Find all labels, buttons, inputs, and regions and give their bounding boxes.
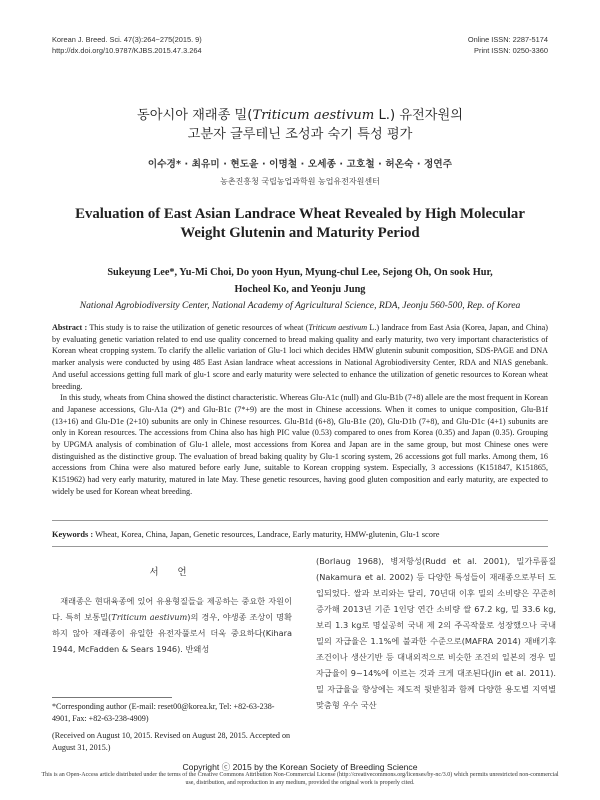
intro-right-paragraph: (Borlaug 1968), 병저항성(Rudd et al. 2001), 밀가루품질(Nakamura et al. 2002) 등 다양한 특성들이 재래종으로부터 도입되었다. 쌀과 보리와는 달리, 70년대 이후 밀의 소비량은 꾸준히 증가해 2013년 기준 1인당 연간 소비량 쌀 67.2 kg, 밀 33.6 kg, 보리 1.3 kg로 명실공히 국내 제 2의 주곡작물로 성장했으나 국내 밀의 자급율은 1.1%에 불과한 수준으로(MAFRA 2014) 재배기후조건이나 생산기반 등 대내외적으로 비슷한 조건의 일본의 경우 밀자급율이 9~14%에 이르는 것과 크게 대조된다(Jin et al. 2011). 밀 자급율을 향상에는 제도적 뒷받침과 함께 다양한 용도별 지역별 맞춤형 우수 국산	[316, 556, 556, 710]
intro-right-column	[316, 553, 556, 713]
english-title	[40, 205, 560, 243]
korean-affiliation: 농촌진흥청 국립농업과학원 농업유전자원센터	[220, 177, 380, 186]
abstract-label: Abstract :	[52, 323, 88, 332]
journal-header-right	[468, 34, 548, 56]
print-issn: Print ISSN: 0250-3360	[474, 46, 548, 55]
keywords-label: Keywords :	[52, 530, 94, 539]
english-authors: Sukeyung Lee*, Yu-Mi Choi, Do yoon Hyun, Myung-chul Lee, Sejong Oh, On sook Hur, Hocheol Ko, and Yeonju Jung	[107, 267, 493, 295]
intro-left-column	[52, 565, 292, 657]
korean-title: 동아시아 재래종 밀(Triticum aestivum L.) 유전자원의 고분자 글루테닌 조성과 숙기 특성 평가	[40, 106, 560, 144]
divider-top	[52, 520, 548, 521]
abstract	[52, 322, 548, 498]
divider-bottom	[52, 546, 548, 547]
doi-link[interactable]: http://dx.doi.org/10.9787/KJBS.2015.47.3.264	[52, 46, 202, 55]
keywords	[52, 530, 548, 539]
journal-citation: Korean J. Breed. Sci. 47(3):264~275(2015. 9)	[52, 35, 202, 44]
english-title-line1: Evaluation of East Asian Landrace Wheat Revealed by High Molecular	[75, 206, 525, 222]
intro-left-paragraph: 재래종은 현대육종에 있어 유용형질들을 제공하는 중요한 자원이다. 특히 보통밀(Triticum aestivum)의 경우, 야생종 조상이 명확하지 않아 재래종이 유일한 유전자풀로서 더욱 중요하다(Kihara 1944, McFadden & Sears 1946). 반왜성	[52, 596, 292, 654]
copyright-notice: Copyright ⓒ 2015 by the Korean Society of Breeding Science	[182, 762, 418, 772]
korean-authors: 이수경* · 최유미 · 현도윤 · 이명철 · 오세종 · 고호철 · 허온숙 · 정연주	[147, 159, 453, 170]
footnote-rule	[52, 697, 172, 698]
received-dates-note: (Received on August 10, 2015. Revised on August 28, 2015. Accepted on August 31, 2015.)	[52, 731, 291, 752]
online-issn: Online ISSN: 2287-5174	[467, 35, 548, 44]
keywords-text: Wheat, Korea, China, Japan, Genetic resources, Landrace, Early maturity, HMW-glutenin, Glu-1 score	[93, 530, 440, 539]
korean-title-line2: 고분자 글루테닌 조성과 숙기 특성 평가	[187, 127, 413, 142]
english-affiliation: National Agrobiodiversity Center, National Academy of Agricultural Science, RDA, Jeonju 560-500, Rep. of Korea	[79, 300, 521, 311]
corresponding-author-note: *Corresponding author (E-mail: reset00@korea.kr, Tel: +82-63-238-4901, Fax: +82-63-238-4909)	[52, 702, 275, 723]
abstract-para2: In this study, wheats from China showed the distinct characteristic. Whereas Glu-A1c (null) and Glu-B1b (7+8) allele are the most frequent in Korean and Japanese accessions, Glu-A1a (2*) and Glu-B1c (7*+9) are the most in Chinese accessions. When it comes to unique composition, Glu-B1f (13+16) and Glu-D1e (2+10) subunits are only in Chinese resources. Glu-B1d (6+8), Glu-B1e (20), Glu-D1b (7+8), and Glu-D1c (4+1) subunits are only in Korean resources. The accessions from China also has high PIC value (0.53) compared to ones from Korea (0.35) and Japan (0.35). Grouping by UPGMA analysis of combination of Glu-1 allele, most accessions from Korea and Japan are in the same group, but most Chinese ones were distinguished as the distinctive group. The evaluation of bread baking quality by Glu-1 scoring system, 26 accessions got full marks. Among them, 16 accessions from China were also matured before early June, suitable to Korean cropping system. Especially, 3 accessions (K151847, K151865, K151962) had very early maturity, matured in late May. These genetic resources, having good gluten composition and early maturity, are expected to widely be used for Korean wheat breeding.	[52, 393, 548, 496]
english-title-line2: Weight Glutenin and Maturity Period	[180, 225, 420, 241]
korean-title-species: Triticum aestivum	[252, 108, 375, 123]
abstract-para1: Abstract : This study is to raise the utilization of genetic resources of wheat (Triticum aestivum L.) landrace from East Asia (Korea, Japan, and China) by evaluating genetic variation related to end use quality concerned to bread making quality and early maturity, two very important characteristics of Korean wheat cropping system. To clarify the allelic variation of Glu-1 loci which decides HMW glutenin subunit composition, SDS-PAGE and DNA marker analysis were conducted by using 485 East Asian landrace wheat accessions in National Agrobiodiversity Center, RDA and NIAS genebank. And useful accessions getting full mark of glu-1 score and early maturity were selected to enhance the utilization of genetic resources to Korean wheat breeding.	[52, 323, 548, 391]
open-access-license: This is an Open-Access article distributed under the terms of the Creative Commons Attribution Non-Commercial License (http://creativecommons.org/licenses/by-nc/3.0) which permits unrestricted non-commercial use, distribution, and reproduction in any medium, provided the original work is properly cited.	[41, 772, 559, 786]
journal-header-left	[52, 34, 202, 56]
intro-heading: 서 언	[149, 567, 195, 578]
